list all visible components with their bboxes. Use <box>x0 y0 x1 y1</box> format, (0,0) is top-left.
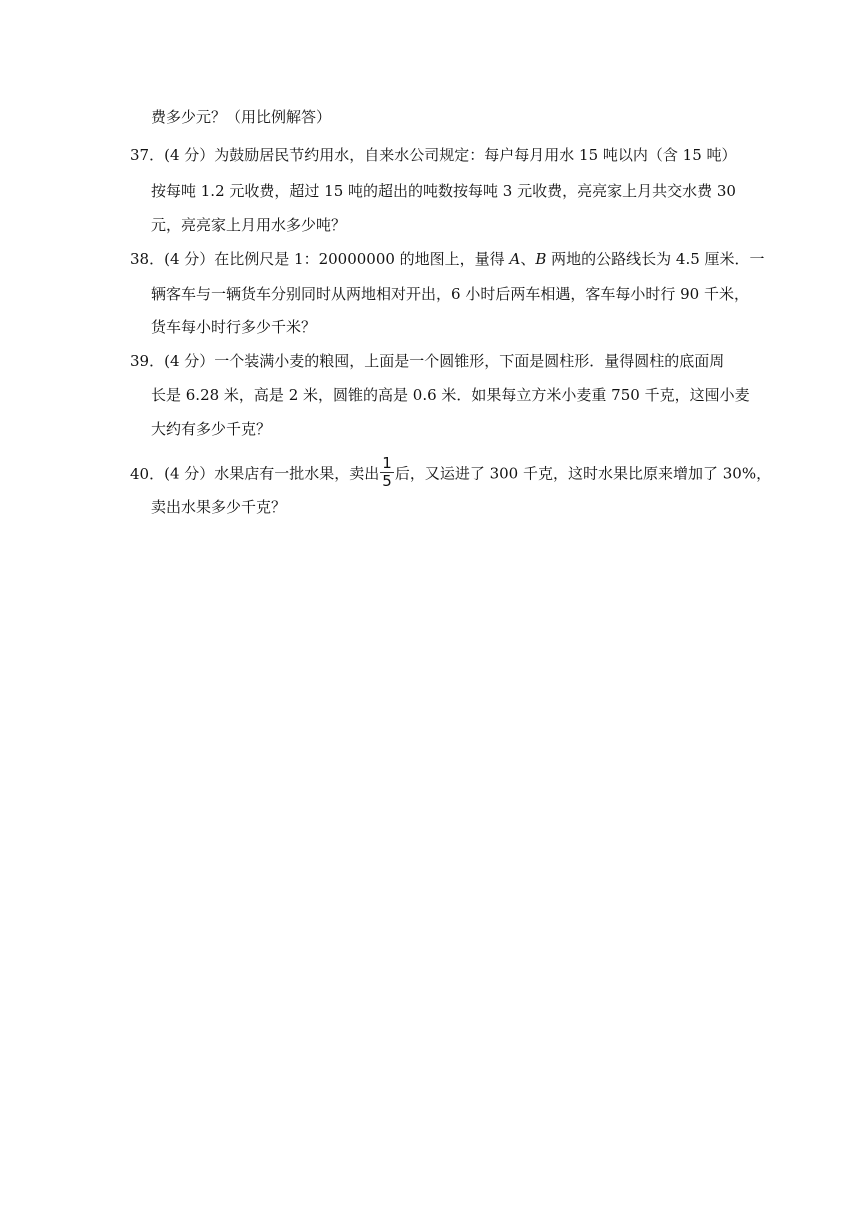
question-text: 按每吨 1.2 元收费，超过 15 吨的超出的吨数按每吨 3 元收费，亮亮家上月共交水费 30 <box>151 182 736 200</box>
question-text: (4 分）一个装满小麦的粮囤，上面是一个圆锥形，下面是圆柱形．量得圆柱的底面周 <box>164 352 725 370</box>
question-number: 37． <box>130 146 165 164</box>
question-39-line-2 <box>151 385 750 405</box>
question-37-line-2 <box>151 181 736 201</box>
fraction-one-fifth <box>380 455 394 490</box>
question-text: (4 分）为鼓励居民节约用水，自来水公司规定：每户每月用水 15 吨以内（含 15 吨） <box>164 146 737 164</box>
question-37-line-3 <box>151 215 346 235</box>
question-38-line-2 <box>151 284 749 304</box>
question-40-line-2 <box>151 497 286 517</box>
question-text: 两地的公路线长为 4.5 厘米．一 <box>546 250 765 268</box>
question-text: 卖出水果多少千克？ <box>151 498 287 516</box>
question-37-line-1 <box>130 145 737 165</box>
text-content: 费多少元？（用比例解答） <box>151 108 332 126</box>
question-text: (4 分）在比例尺是 1：20000000 的地图上，量得 <box>164 250 510 268</box>
question-text: 长是 6.28 米，高是 2 米，圆锥的高是 0.6 米．如果每立方米小麦重 750 千克，这囤小麦 <box>151 386 750 404</box>
question-text: 货车每小时行多少千米？ <box>151 318 317 336</box>
question-38-line-1 <box>130 249 765 269</box>
question-text: 后，又运进了 300 千克，这时水果比原来增加了 30%， <box>394 464 772 483</box>
question-39-line-3 <box>151 419 271 439</box>
point-a-label: A <box>509 250 521 268</box>
separator: 、 <box>520 250 536 268</box>
point-b-label: B <box>535 250 547 268</box>
question-number: 38． <box>130 250 165 268</box>
question-text: 元，亮亮家上月用水多少吨？ <box>151 216 347 234</box>
text-line-continuation <box>151 107 331 127</box>
fraction-denominator: 5 <box>382 472 392 490</box>
question-text: 大约有多少千克？ <box>151 420 272 438</box>
fraction-numerator: 1 <box>382 454 392 472</box>
question-text: 辆客车与一辆货车分别同时从两地相对开出，6 小时后两车相遇，客车每小时行 90 千米， <box>151 285 749 303</box>
question-number: 40． <box>130 464 165 483</box>
question-38-line-3 <box>151 317 316 337</box>
question-39-line-1 <box>130 351 724 371</box>
question-text: (4 分）水果店有一批水果，卖出 <box>164 464 380 483</box>
question-40-line-1 <box>130 454 772 492</box>
question-number: 39． <box>130 352 165 370</box>
